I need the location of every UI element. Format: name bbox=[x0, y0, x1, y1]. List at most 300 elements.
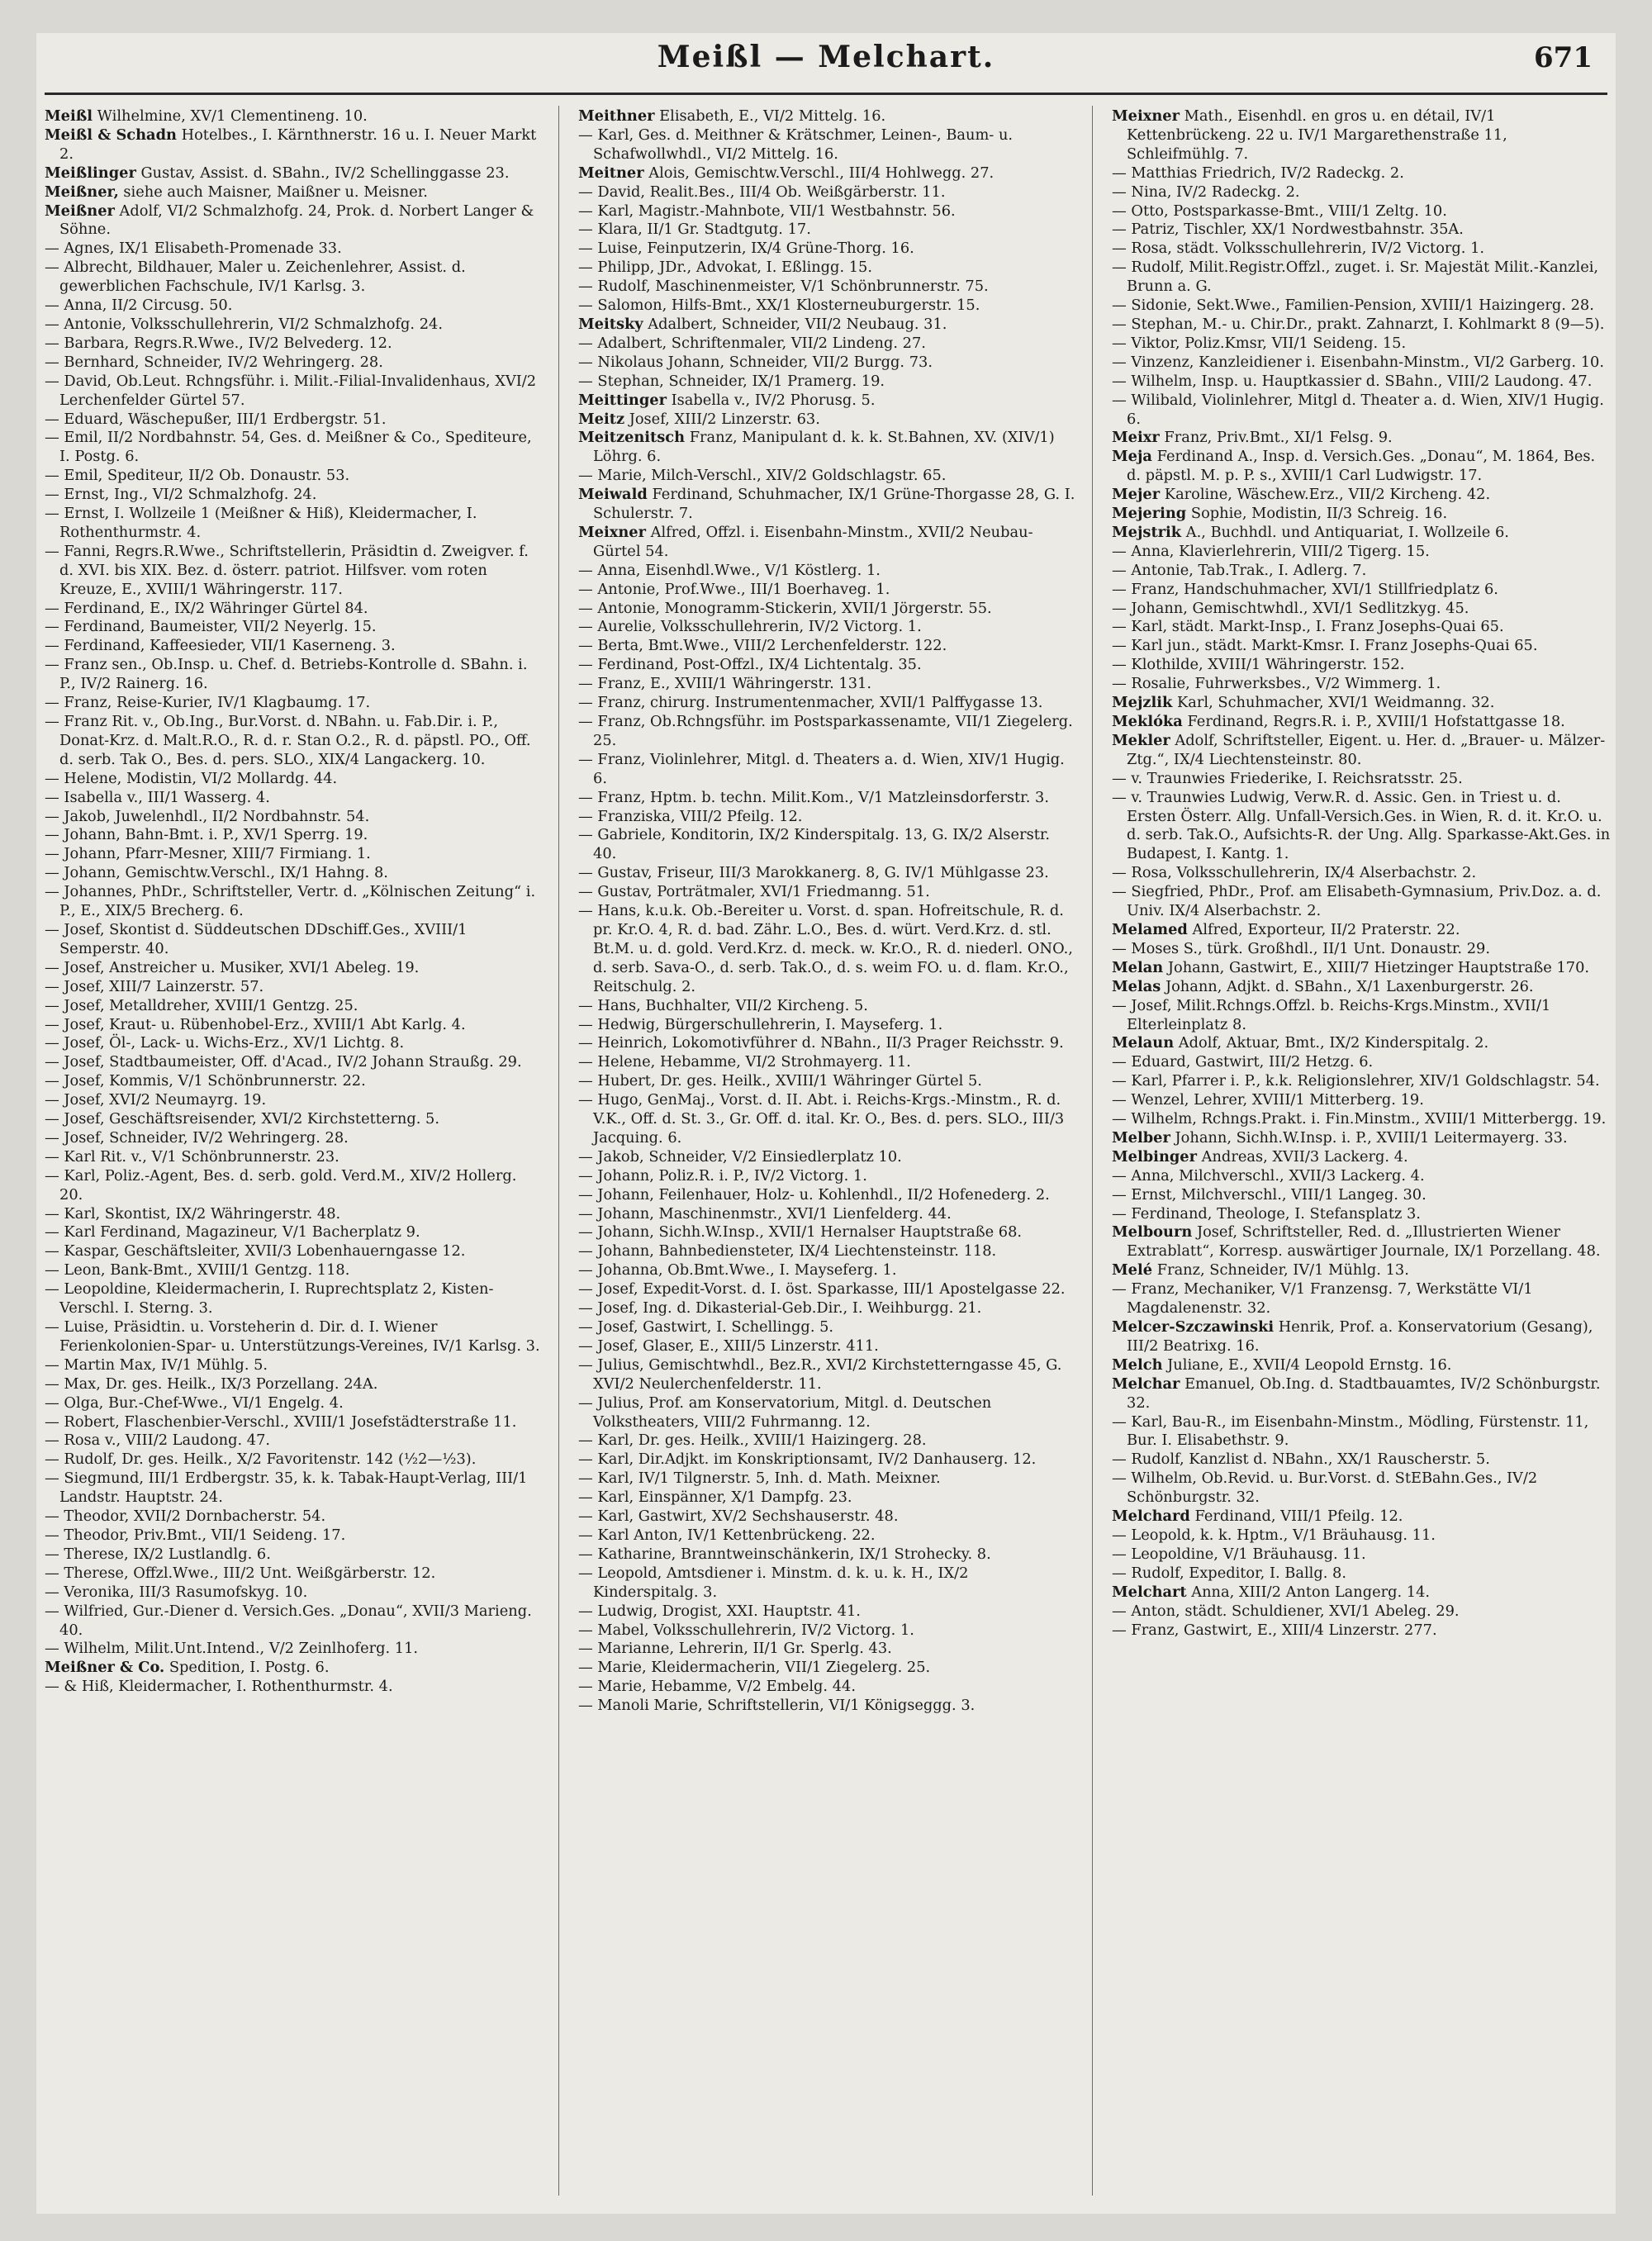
directory-entry bbox=[45, 1110, 544, 1129]
entry-text: — Franz Rit. v., Ob.Ing., Bur.Vorst. d. NBahn. u. Fab.Dir. i. P., Donat-Krz. d. Malt.R.O., R. d. r. Stan O.2., R. d. päpstl. PO., Off. d. serb. Tak O., Bes. d. pers. SLO., XIX/4 Langackerg. 10. bbox=[45, 713, 531, 768]
directory-entry bbox=[578, 826, 1077, 864]
entry-text: — v. Traunwies Friederike, I. Reichsratsstr. 25. bbox=[1112, 769, 1463, 787]
entry-text: Franz, Schneider, IV/1 Mühlg. 13. bbox=[1156, 1261, 1409, 1280]
entry-text: — Johanna, Ob.Bmt.Wwe., I. Mayseferg. 1. bbox=[578, 1261, 897, 1280]
entry-text: — Antonie, Tab.Trak., I. Adlerg. 7. bbox=[1112, 561, 1367, 579]
entry-text: — Aurelie, Volksschullehrerin, IV/2 Victorg. 1. bbox=[578, 618, 922, 636]
directory-entry bbox=[1112, 732, 1611, 770]
directory-entry bbox=[1112, 259, 1611, 297]
directory-entry bbox=[1112, 1469, 1611, 1507]
entry-text: — Wilhelm, Milit.Unt.Intend., V/2 Zeinlhoferg. 11. bbox=[45, 1640, 419, 1658]
entry-text: Ferdinand, Schuhmacher, IX/1 Grüne-Thorgasse 28, G. I. Schulerstr. 7. bbox=[593, 486, 1075, 523]
directory-entry bbox=[1112, 1583, 1611, 1602]
directory-entry bbox=[578, 1450, 1077, 1469]
entry-text: Alois, Gemischtw.Verschl., III/4 Hohlwegg. 27. bbox=[648, 164, 995, 182]
directory-entry bbox=[578, 1640, 1077, 1659]
entry-surname: Melcer-Szczawinski bbox=[1112, 1318, 1275, 1336]
directory-entry bbox=[1112, 1186, 1611, 1205]
entry-text: — Manoli Marie, Schriftstellerin, VI/1 Königseggg. 3. bbox=[578, 1697, 976, 1715]
directory-entry bbox=[578, 221, 1077, 240]
entry-text: — Karl Rit. v., V/1 Schönbrunnerstr. 23. bbox=[45, 1147, 339, 1166]
entry-text: — Franz, Gastwirt, E., XIII/4 Linzerstr. 277. bbox=[1112, 1621, 1437, 1639]
directory-entry bbox=[1112, 883, 1611, 921]
entry-text: Hotelbes., I. Kärnthnerstr. 16 u. I. Neuer Markt 2. bbox=[59, 126, 537, 163]
directory-entry bbox=[578, 637, 1077, 656]
directory-entry bbox=[578, 1016, 1077, 1035]
directory-entry bbox=[45, 126, 544, 164]
entry-text: Franz, Priv.Bmt., XI/1 Felsg. 9. bbox=[1164, 429, 1393, 447]
entry-text: Josef, Schriftsteller, Red. d. „Illustrierten Wiener Extrablatt“, Korresp. auswärtiger Journale, IX/1 Porzellang. 48. bbox=[1127, 1223, 1601, 1261]
entry-text: — Josef, Kommis, V/1 Schönbrunnerstr. 22. bbox=[45, 1072, 366, 1090]
entry-text: — Sidonie, Sekt.Wwe., Familien-Pension, XVIII/1 Haizingerg. 28. bbox=[1112, 297, 1594, 315]
entry-text: — Josef, Glaser, E., XIII/5 Linzerstr. 411. bbox=[578, 1337, 879, 1355]
entry-surname: Meitzenitsch bbox=[578, 429, 686, 447]
directory-entry bbox=[578, 1507, 1077, 1526]
entry-surname: Meißl bbox=[45, 107, 93, 125]
directory-entry bbox=[45, 1053, 544, 1072]
directory-entry bbox=[1112, 1091, 1611, 1110]
entry-surname: Meitz bbox=[578, 410, 625, 428]
directory-entry bbox=[1112, 297, 1611, 316]
directory-entry bbox=[1112, 107, 1611, 164]
entry-text: Johann, Gastwirt, E., XIII/7 Hietzinger Hauptstraße 170. bbox=[1167, 958, 1590, 976]
entry-surname: Meitner bbox=[578, 164, 644, 182]
directory-entry bbox=[1112, 1053, 1611, 1072]
directory-entry bbox=[1112, 1318, 1611, 1356]
directory-entry bbox=[45, 183, 544, 202]
directory-entry bbox=[1112, 1621, 1611, 1640]
directory-entry bbox=[45, 1356, 544, 1375]
directory-entry bbox=[578, 1205, 1077, 1224]
entry-text: — Ferdinand, E., IX/2 Währinger Gürtel 84. bbox=[45, 599, 368, 617]
directory-entry bbox=[45, 845, 544, 864]
entry-surname: Melber bbox=[1112, 1128, 1170, 1147]
directory-entry bbox=[578, 600, 1077, 619]
entry-text: — Luise, Präsidtin. u. Vorsteherin d. Dir. d. I. Wiener Ferienkolonien-Spar- u. Unterstützungs-Vereines, IV/1 Karlsg. 3. bbox=[45, 1318, 540, 1355]
entry-text: — Hugo, GenMaj., Vorst. d. II. Abt. i. Reichs-Krgs.-Minstm., R. d. V.K., Off. d. St. 3., Gr. Off. d. ital. Kr. O., Bes. d. pers. SLO., III/3 Jacquing. 6. bbox=[578, 1091, 1065, 1147]
directory-entry bbox=[45, 429, 544, 467]
directory-entry bbox=[578, 429, 1077, 467]
entry-surname: Melchard bbox=[1112, 1507, 1190, 1526]
directory-entry bbox=[45, 467, 544, 486]
entry-text: — Josef, XVI/2 Neumayrg. 19. bbox=[45, 1091, 267, 1109]
directory-entry bbox=[578, 107, 1077, 126]
entry-text: Johann, Sichh.W.Insp. i. P., XVIII/1 Leitermayerg. 33. bbox=[1175, 1128, 1568, 1147]
directory-entry bbox=[45, 1242, 544, 1261]
directory-entry bbox=[45, 713, 544, 770]
directory-entry bbox=[45, 1148, 544, 1167]
directory-entry bbox=[578, 259, 1077, 278]
directory-entry bbox=[578, 1602, 1077, 1621]
entry-text: Math., Eisenhdl. en gros u. en détail, IV/1 Kettenbrückeng. 22 u. IV/1 Margarethenstraße 11, Schleifmühlg. 7. bbox=[1127, 107, 1507, 163]
entry-text: — Franziska, VIII/2 Pfeilg. 12. bbox=[578, 807, 803, 825]
entry-text: — Rosa v., VIII/2 Laudong. 47. bbox=[45, 1431, 271, 1450]
directory-entry bbox=[45, 335, 544, 354]
entry-text: — Josef, Gastwirt, I. Schellingg. 5. bbox=[578, 1318, 834, 1336]
entry-text: — Karl, Ges. d. Meithner & Krätschmer, Leinen-, Baum- u. Schafwollwhdl., VI/2 Mittelg. 16. bbox=[578, 126, 1014, 163]
directory-entry bbox=[578, 1261, 1077, 1280]
entry-text: — Emil, II/2 Nordbahnstr. 54, Ges. d. Meißner & Co., Spediteure, I. Postg. 6. bbox=[45, 429, 532, 466]
directory-entry bbox=[578, 1186, 1077, 1205]
entry-text: — Johannes, PhDr., Schriftsteller, Vertr. d. „Kölnischen Zeitung“ i. P., E., XIX/5 Brecherg. 6. bbox=[45, 883, 536, 920]
entry-text: — Leopold, k. k. Hptm., V/1 Bräuhausg. 11. bbox=[1112, 1526, 1436, 1544]
directory-entry bbox=[578, 467, 1077, 486]
directory-entry bbox=[578, 183, 1077, 202]
directory-entry bbox=[1112, 637, 1611, 656]
directory-entry bbox=[1112, 1450, 1611, 1469]
entry-text: — Antonie, Volksschullehrerin, VI/2 Schmalzhofg. 24. bbox=[45, 315, 443, 333]
directory-entry bbox=[45, 694, 544, 713]
entry-text: — Helene, Hebamme, VI/2 Strohmayerg. 11. bbox=[578, 1053, 911, 1071]
entry-surname: Meklóka bbox=[1112, 713, 1183, 730]
directory-entry bbox=[45, 107, 544, 126]
directory-entry bbox=[1112, 997, 1611, 1035]
entry-surname: Meißner & Co. bbox=[45, 1659, 165, 1677]
directory-entry bbox=[578, 1564, 1077, 1602]
entry-text: — Josef, Ing. d. Dikasterial-Geb.Dir., I. Weihburgg. 21. bbox=[578, 1299, 982, 1318]
entry-surname: Meißner bbox=[45, 202, 115, 220]
entry-text: — Karl Anton, IV/1 Kettenbrückeng. 22. bbox=[578, 1526, 876, 1544]
directory-entry bbox=[1112, 316, 1611, 335]
directory-entry bbox=[578, 656, 1077, 675]
entry-text: — Wilfried, Gur.-Diener d. Versich.Ges. „Donau“, XVII/3 Marieng. 40. bbox=[45, 1602, 532, 1639]
directory-entry bbox=[45, 1091, 544, 1110]
directory-entry bbox=[45, 1205, 544, 1224]
directory-entry bbox=[578, 581, 1077, 600]
directory-entry bbox=[1112, 335, 1611, 354]
entry-text: Josef, XIII/2 Linzerstr. 63. bbox=[629, 410, 820, 428]
entry-text: — Ferdinand, Theologe, I. Stefansplatz 3. bbox=[1112, 1204, 1421, 1223]
entry-text: — Rudolf, Dr. ges. Heilk., X/2 Favoritenstr. 142 (½2—½3). bbox=[45, 1450, 477, 1469]
entry-text: — Josef, Öl-, Lack- u. Wichs-Erz., XV/1 Lichtg. 8. bbox=[45, 1034, 405, 1052]
directory-entry bbox=[578, 997, 1077, 1016]
directory-entry bbox=[45, 921, 544, 959]
directory-entry bbox=[578, 1053, 1077, 1072]
directory-entry bbox=[578, 1148, 1077, 1167]
directory-entry bbox=[578, 1337, 1077, 1356]
directory-entry bbox=[1112, 713, 1611, 732]
entry-text: — Ferdinand, Baumeister, VII/2 Neyerlg. 15. bbox=[45, 618, 377, 636]
entry-text: — Berta, Bmt.Wwe., VIII/2 Lerchenfelderstr. 122. bbox=[578, 637, 947, 655]
entry-text: — Albrecht, Bildhauer, Maler u. Zeichenlehrer, Assist. d. gewerblichen Fachschule, IV/1 Karlsg. 3. bbox=[45, 259, 466, 296]
directory-entry bbox=[578, 675, 1077, 694]
directory-entry bbox=[578, 1621, 1077, 1640]
directory-entry bbox=[578, 1318, 1077, 1337]
entry-text: — David, Ob.Leut. Rchngsführ. i. Milit.-Filial-Invalidenhaus, XVI/2 Lerchenfelder Gürtel 57. bbox=[45, 372, 537, 409]
entry-text: — Vinzenz, Kanzleidiener i. Eisenbahn-Minstm., VI/2 Garberg. 10. bbox=[1112, 353, 1605, 371]
entry-text: — Klothilde, XVIII/1 Währingerstr. 152. bbox=[1112, 656, 1405, 674]
entry-surname: Meixner bbox=[1112, 107, 1180, 125]
directory-entry bbox=[1112, 562, 1611, 581]
directory-entry bbox=[1112, 1375, 1611, 1413]
directory-entry bbox=[578, 883, 1077, 902]
entry-text: — Anna, Eisenhdl.Wwe., V/1 Köstlerg. 1. bbox=[578, 561, 881, 579]
entry-text: — Ernst, Ing., VI/2 Schmalzhofg. 24. bbox=[45, 486, 317, 504]
entry-text: — Jakob, Schneider, V/2 Einsiedlerplatz 10. bbox=[578, 1147, 902, 1166]
entry-text: — Moses S., türk. Großhdl., II/1 Unt. Donaustr. 29. bbox=[1112, 939, 1490, 957]
entry-text: — Karl, Einspänner, X/1 Dampfg. 23. bbox=[578, 1488, 852, 1507]
directory-entry bbox=[1112, 921, 1611, 940]
entry-text: — Franz, E., XVIII/1 Währingerstr. 131. bbox=[578, 675, 871, 693]
entry-text: Johann, Adjkt. d. SBahn., X/1 Laxenburgerstr. 26. bbox=[1165, 977, 1534, 995]
page-header bbox=[36, 40, 1616, 89]
directory-entry bbox=[1112, 448, 1611, 486]
directory-entry bbox=[45, 656, 544, 694]
directory-entry bbox=[1112, 978, 1611, 997]
directory-entry bbox=[45, 826, 544, 845]
directory-entry bbox=[45, 1223, 544, 1242]
entry-surname: Mejstrik bbox=[1112, 523, 1182, 541]
directory-entry bbox=[1112, 1507, 1611, 1526]
entry-text: — Franz, Violinlehrer, Mitgl. d. Theaters a. d. Wien, XIV/1 Hugig. 6. bbox=[578, 750, 1065, 787]
directory-entry bbox=[1112, 600, 1611, 619]
page-number: 671 bbox=[1534, 41, 1593, 74]
entry-text: — Patriz, Tischler, XX/1 Nordwestbahnstr. 35A. bbox=[1112, 221, 1464, 239]
entry-text: — Marie, Kleidermacherin, VII/1 Ziegelerg. 25. bbox=[578, 1659, 931, 1677]
directory-entry bbox=[578, 354, 1077, 373]
entry-text: — Julius, Prof. am Konservatorium, Mitgl. d. Deutschen Volkstheaters, VIII/2 Fuhrmanng. 12. bbox=[578, 1394, 992, 1431]
entry-text: Ferdinand A., Insp. d. Versich.Ges. „Donau“, M. 1864, Bes. d. päpstl. M. p. P. s., XVIII/1 Carl Ludwigstr. 17. bbox=[1127, 448, 1596, 485]
directory-entry bbox=[578, 202, 1077, 221]
page-title: Meißl — Melchart. bbox=[657, 40, 995, 74]
header-rule bbox=[45, 93, 1607, 95]
entry-surname: Melé bbox=[1112, 1261, 1153, 1280]
directory-entry bbox=[578, 1242, 1077, 1261]
entry-text: — Marie, Milch-Verschl., XIV/2 Goldschlagstr. 65. bbox=[578, 467, 947, 485]
entry-text: Ferdinand, Regrs.R. i. P., XVIII/1 Hofstattgasse 18. bbox=[1187, 713, 1565, 730]
entry-text: Karl, Schuhmacher, XVI/1 Weidmanng. 32. bbox=[1177, 694, 1495, 712]
entry-text: — Karl jun., städt. Markt-Kmsr. I. Franz Josephs-Quai 65. bbox=[1112, 637, 1538, 655]
directory-entry bbox=[1112, 164, 1611, 183]
entry-text: — Karl, IV/1 Tilgnerstr. 5, Inh. d. Math. Meixner. bbox=[578, 1469, 941, 1488]
entry-text: — Hans, Buchhalter, VII/2 Kircheng. 5. bbox=[578, 996, 868, 1014]
entry-surname: Melbinger bbox=[1112, 1147, 1197, 1166]
directory-entry bbox=[1112, 618, 1611, 637]
directory-entry bbox=[45, 1564, 544, 1583]
directory-entry bbox=[578, 1034, 1077, 1053]
entry-text: siehe auch Maisner, Maißner u. Meisner. bbox=[123, 183, 428, 201]
entry-text: — Karl, Skontist, IX/2 Währingerstr. 48. bbox=[45, 1204, 341, 1223]
entry-text: — Anna, Klavierlehrerin, VIII/2 Tigerg. 15. bbox=[1112, 542, 1430, 560]
entry-text: — Wenzel, Lehrer, XVIII/1 Mitterberg. 19. bbox=[1112, 1091, 1424, 1109]
entry-text: Anna, XIII/2 Anton Langerg. 14. bbox=[1191, 1583, 1431, 1601]
directory-entry bbox=[578, 1526, 1077, 1545]
entry-text: — Mabel, Volksschullehrerin, IV/2 Victorg. 1. bbox=[578, 1621, 914, 1639]
entry-text: — Josef, Kraut- u. Rübenhobel-Erz., XVIII/1 Abt Karlg. 4. bbox=[45, 1015, 466, 1033]
entry-text: — Johann, Maschinenmstr., XVI/1 Lienfelderg. 44. bbox=[578, 1204, 952, 1223]
entry-text: — Leopold, Amtsdiener i. Minstm. d. k. u. k. H., IX/2 Kinderspitalg. 3. bbox=[578, 1564, 969, 1601]
entry-surname: Melan bbox=[1112, 958, 1164, 976]
entry-text: — Veronika, III/3 Rasumofskyg. 10. bbox=[45, 1583, 308, 1601]
entry-text: — Nikolaus Johann, Schneider, VII/2 Burgg. 73. bbox=[578, 353, 933, 371]
entry-text: — Josef, Geschäftsreisender, XVI/2 Kirchstetterng. 5. bbox=[45, 1110, 440, 1128]
entry-text: — Fanni, Regrs.R.Wwe., Schriftstellerin, Präsidtin d. Zweigver. f. d. XVI. bis XIX. Bez. d. österr. patriot. Hilfsver. vom roten Kreuze, E., XVIII/1 Währingerstr. 117. bbox=[45, 542, 529, 598]
entry-text: — Marie, Hebamme, V/2 Embelg. 44. bbox=[578, 1678, 857, 1696]
entry-text: Gustav, Assist. d. SBahn., IV/2 Schellinggasse 23. bbox=[140, 164, 510, 182]
entry-text: A., Buchhdl. und Antiquariat, I. Wollzeile 6. bbox=[1185, 523, 1509, 541]
entry-text: — Johann, Sichh.W.Insp., XVII/1 Hernalser Hauptstraße 68. bbox=[578, 1223, 1023, 1242]
directory-entry bbox=[45, 1167, 544, 1205]
directory-entry bbox=[578, 126, 1077, 164]
entry-text: — Hans, k.u.k. Ob.-Bereiter u. Vorst. d. span. Hofreitschule, R. d. pr. Kr.O. 4, R. d. bad. Zähr. L.O., Bes. d. würt. Verd.Krz. d. stl. Bt.M. u. d. gold. Verd.Krz. d. meck. w. Kr.O., R. d. niederl. ONO., d. serb. Sava-O., d. serb. Tak.O., d. s. weim FO. u. d. flam. Kr.O., Reitschulg. 2. bbox=[578, 902, 1073, 995]
entry-text: — Johann, Bahnbediensteter, IX/4 Liechtensteinstr. 118. bbox=[578, 1242, 997, 1261]
directory-entry bbox=[45, 1072, 544, 1091]
entry-text: — Rudolf, Milit.Registr.Offzl., zuget. i. Sr. Majestät Milit.-Kanzlei, Brunn a. G. bbox=[1112, 259, 1599, 296]
entry-text: — Ferdinand, Kaffeesieder, VII/1 Kaserneng. 3. bbox=[45, 637, 396, 655]
directory-entry bbox=[45, 864, 544, 883]
directory-entry bbox=[1112, 240, 1611, 259]
entry-text: — Siegfried, PhDr., Prof. am Elisabeth-Gymnasium, Priv.Doz. a. d. Univ. IX/4 Alserbachstr. 2. bbox=[1112, 883, 1602, 920]
directory-entry bbox=[1112, 1129, 1611, 1148]
directory-entry bbox=[578, 240, 1077, 259]
directory-entry bbox=[45, 1602, 544, 1640]
directory-entry bbox=[1112, 373, 1611, 392]
entry-text: — Anna, II/2 Circusg. 50. bbox=[45, 297, 233, 315]
directory-entry bbox=[578, 1431, 1077, 1450]
directory-entry bbox=[1112, 581, 1611, 600]
entry-text: — Stephan, Schneider, IX/1 Pramerg. 19. bbox=[578, 372, 885, 390]
entry-text: — Johann, Pfarr-Mesner, XIII/7 Firmiang. 1. bbox=[45, 845, 371, 863]
directory-entry bbox=[45, 1318, 544, 1356]
entry-surname: Melchar bbox=[1112, 1375, 1180, 1393]
entry-text: — Katharine, Branntweinschänkerin, IX/1 Strohecky. 8. bbox=[578, 1545, 991, 1563]
directory-entry bbox=[45, 259, 544, 297]
directory-entry bbox=[578, 278, 1077, 297]
entry-surname: Meithner bbox=[578, 107, 655, 125]
entry-text: — Max, Dr. ges. Heilk., IX/3 Porzellang. 24A. bbox=[45, 1375, 378, 1393]
directory-entry bbox=[578, 1659, 1077, 1678]
entry-text: — Viktor, Poliz.Kmsr, VII/1 Seideng. 15. bbox=[1112, 334, 1407, 352]
directory-entry bbox=[45, 486, 544, 505]
entry-text: — Karl, Poliz.-Agent, Bes. d. serb. gold. Verd.M., XIV/2 Hollerg. 20. bbox=[45, 1166, 517, 1204]
entry-text: — Franz, chirurg. Instrumentenmacher, XVII/1 Palffygasse 13. bbox=[578, 694, 1043, 712]
entry-text: — Anton, städt. Schuldiener, XVI/1 Abeleg. 29. bbox=[1112, 1602, 1460, 1620]
directory-entry bbox=[578, 902, 1077, 997]
directory-entry bbox=[45, 1413, 544, 1432]
entry-text: — Kaspar, Geschäftsleiter, XVII/3 Lobenhauerngasse 12. bbox=[45, 1242, 466, 1261]
entry-text: — Wilhelm, Ob.Revid. u. Bur.Vorst. d. StEBahn.Ges., IV/2 Schönburgstr. 32. bbox=[1112, 1469, 1538, 1507]
directory-entry bbox=[1112, 429, 1611, 448]
entry-surname: Mejzlik bbox=[1112, 694, 1173, 712]
column-2 bbox=[578, 107, 1077, 2197]
entry-text: — Leopoldine, V/1 Bräuhausg. 11. bbox=[1112, 1545, 1366, 1563]
entry-text: Franz, Manipulant d. k. k. St.Bahnen, XV. (XIV/1) Löhrg. 6. bbox=[593, 429, 1055, 466]
directory-entry bbox=[45, 543, 544, 600]
directory-entry bbox=[45, 1507, 544, 1526]
entry-text: — Leopoldine, Kleidermacherin, I. Ruprechtsplatz 2, Kisten-Verschl. I. Sterng. 3. bbox=[45, 1280, 494, 1318]
entry-surname: Meixr bbox=[1112, 429, 1160, 447]
entry-text: Adalbert, Schneider, VII/2 Neubaug. 31. bbox=[648, 315, 947, 333]
directory-entry bbox=[578, 694, 1077, 713]
entry-text: — Franz, Mechaniker, V/1 Franzensg. 7, Werkstätte VI/1 Magdalenenstr. 32. bbox=[1112, 1280, 1533, 1318]
entry-surname: Melamed bbox=[1112, 920, 1188, 938]
entry-text: — Rosalie, Fuhrwerksbes., V/2 Wimmerg. 1. bbox=[1112, 675, 1441, 693]
entry-text: — Karl, Dir.Adjkt. im Konskriptionsamt, IV/2 Danhauserg. 12. bbox=[578, 1450, 1037, 1469]
column-3 bbox=[1112, 107, 1611, 2197]
directory-entry bbox=[45, 1526, 544, 1545]
entry-surname: Mejering bbox=[1112, 505, 1187, 523]
column-divider bbox=[1092, 106, 1093, 2196]
directory-entry bbox=[1112, 694, 1611, 713]
directory-entry bbox=[1112, 1602, 1611, 1621]
directory-entry bbox=[1112, 1280, 1611, 1318]
entry-text: Sophie, Modistin, II/3 Schreig. 16. bbox=[1190, 505, 1448, 523]
entry-text: — Rudolf, Maschinenmeister, V/1 Schönbrunnerstr. 75. bbox=[578, 278, 989, 296]
entry-text: Alfred, Exporteur, II/2 Praterstr. 22. bbox=[1192, 920, 1460, 938]
entry-text: — Josef, Skontist d. Süddeutschen DDschiff.Ges., XVIII/1 Semperstr. 40. bbox=[45, 920, 468, 957]
entry-text: — v. Traunwies Ludwig, Verw.R. d. Assic. Gen. in Triest u. d. Ersten Österr. Allg. Unfall-Versich.Ges. in Wien, R. d. it. Kr.O. u. d. serb. Tak.O., Aufsichts-R. der Ung. Allg. Sparkasse-Akt.Ges. in Budapest, I. Kantg. 1. bbox=[1112, 788, 1611, 863]
directory-entry bbox=[45, 1583, 544, 1602]
directory-entry bbox=[1112, 1413, 1611, 1451]
entry-text: — Anna, Milchverschl., XVII/3 Lackerg. 4. bbox=[1112, 1166, 1425, 1185]
directory-entry bbox=[1112, 1545, 1611, 1564]
entry-text: — Martin Max, IV/1 Mühlg. 5. bbox=[45, 1356, 268, 1374]
directory-entry bbox=[45, 316, 544, 335]
directory-entry bbox=[1112, 1167, 1611, 1186]
entry-text: — Theodor, Priv.Bmt., VII/1 Seideng. 17. bbox=[45, 1526, 346, 1544]
directory-entry bbox=[578, 316, 1077, 335]
entry-text: — Josef, Stadtbaumeister, Off. d'Acad., IV/2 Johann Straußg. 29. bbox=[45, 1053, 522, 1071]
directory-entry bbox=[1112, 1110, 1611, 1129]
entry-text: — Rosa, städt. Volksschullehrerin, IV/2 Victorg. 1. bbox=[1112, 240, 1485, 258]
entry-text: — Wilhelm, Rchngs.Prakt. i. Fin.Minstm., XVIII/1 Mitterbergg. 19. bbox=[1112, 1110, 1607, 1128]
entry-text: — Bernhard, Schneider, IV/2 Wehringerg. 28. bbox=[45, 353, 383, 371]
directory-entry bbox=[578, 1356, 1077, 1394]
directory-entry bbox=[45, 1394, 544, 1413]
entry-surname: Meittinger bbox=[578, 391, 667, 409]
directory-entry bbox=[45, 978, 544, 997]
entry-text: — Salomon, Hilfs-Bmt., XX/1 Klosterneuburgerstr. 15. bbox=[578, 297, 980, 315]
directory-entry bbox=[578, 335, 1077, 354]
directory-entry bbox=[45, 959, 544, 978]
entry-text: — Josef, Milit.Rchngs.Offzl. b. Reichs-Krgs.Minstm., XVII/1 Elterleinplatz 8. bbox=[1112, 996, 1551, 1033]
entry-text: — Franz, Ob.Rchngsführ. im Postsparkassenamte, VII/1 Ziegelerg. 25. bbox=[578, 713, 1073, 749]
entry-text: — Isabella v., III/1 Wasserg. 4. bbox=[45, 788, 270, 806]
directory-entry bbox=[578, 1091, 1077, 1148]
directory-entry bbox=[578, 1469, 1077, 1488]
directory-entry bbox=[578, 618, 1077, 637]
directory-entry bbox=[1112, 1526, 1611, 1545]
directory-entry bbox=[1112, 354, 1611, 373]
directory-entry bbox=[45, 297, 544, 316]
entry-text: — Wilhelm, Insp. u. Hauptkassier d. SBahn., VIII/2 Laudong. 47. bbox=[1112, 372, 1593, 390]
entry-text: — Nina, IV/2 Radeckg. 2. bbox=[1112, 183, 1300, 201]
directory-entry bbox=[578, 808, 1077, 827]
directory-entry bbox=[578, 297, 1077, 316]
entry-surname: Meixner bbox=[578, 523, 646, 541]
entry-text: Andreas, XVII/3 Lackerg. 4. bbox=[1201, 1147, 1408, 1166]
entry-text: — Olga, Bur.-Chef-Wwe., VI/1 Engelg. 4. bbox=[45, 1394, 344, 1412]
entry-text: — Ernst, I. Wollzeile 1 (Meißner & Hiß), Kleidermacher, I. Rothenthurmstr. 4. bbox=[45, 505, 477, 541]
entry-text: — & Hiß, Kleidermacher, I. Rothenthurmstr. 4. bbox=[45, 1678, 393, 1696]
directory-page bbox=[36, 33, 1616, 2214]
directory-entry bbox=[45, 1280, 544, 1318]
directory-entry bbox=[1112, 1205, 1611, 1224]
entry-text: — Karl, Gastwirt, XV/2 Sechshauserstr. 48. bbox=[578, 1507, 899, 1526]
entry-text: — Eduard, Wäschepußer, III/1 Erdbergstr. 51. bbox=[45, 410, 387, 428]
entry-text: Adolf, Schriftsteller, Eigent. u. Her. d. „Brauer- u. Mälzer-Ztg.“, IX/4 Liechtensteinstr. 80. bbox=[1127, 731, 1606, 768]
directory-entry bbox=[1112, 940, 1611, 959]
directory-entry bbox=[578, 864, 1077, 883]
directory-entry bbox=[578, 789, 1077, 808]
entry-text: — Marianne, Lehrerin, II/1 Gr. Sperlg. 43. bbox=[578, 1640, 892, 1658]
entry-surname: Meitsky bbox=[578, 315, 643, 333]
entry-surname: Meißlinger bbox=[45, 164, 136, 182]
directory-entry bbox=[45, 1016, 544, 1035]
directory-entry bbox=[1112, 1564, 1611, 1583]
directory-entry bbox=[45, 1034, 544, 1053]
directory-entry bbox=[1112, 1072, 1611, 1091]
